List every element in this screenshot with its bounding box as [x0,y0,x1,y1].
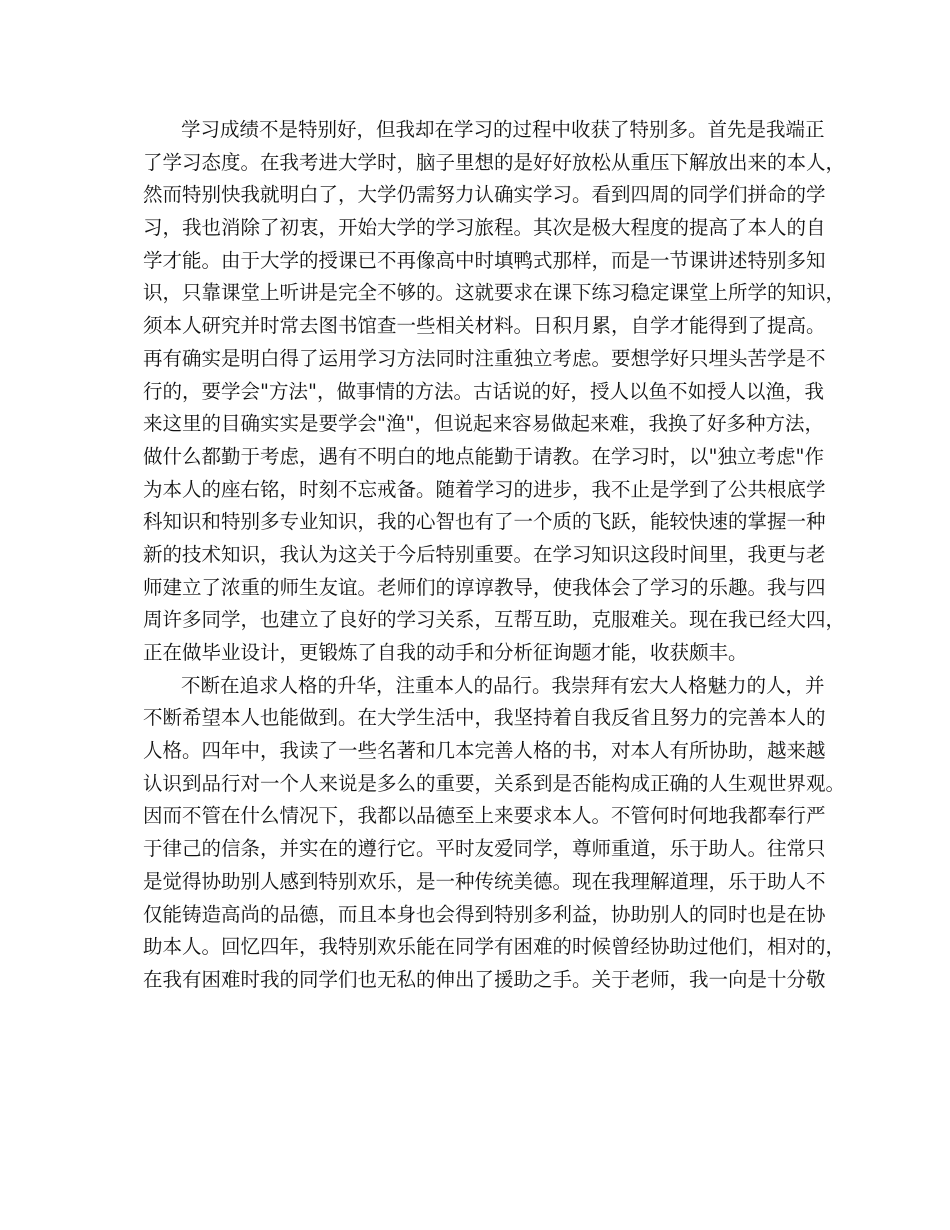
document-body [143,114,846,997]
paragraph-character [143,670,846,997]
text-line: 不断在追求人格的升华，注重本人的品行。我崇拜有宏大人格魅力的人，并 [181,673,825,697]
text-line: 是觉得协助别人感到特别欢乐，是一种传统美德。现在我理解道理，乐于助人不 [143,869,826,893]
text-line: 人格。四年中，我读了一些名著和几本完善人格的书，对本人有所协助，越来越 [143,739,826,763]
text-line: 须本人研究并时常去图书馆查一些相关材料。日积月累，自学才能得到了提高。 [143,314,826,338]
text-line: 来这里的目确实实是要学会"渔"，但说起来容易做起来难，我换了好多种方法， [143,412,824,436]
text-line: 识，只靠课堂上听讲是完全不够的。这就要求在课下练习稳定课堂上所学的知识， [143,281,846,305]
text-line: 仅能铸造高尚的品德，而且本身也会得到特别多利益，协助别人的同时也是在协 [143,902,826,926]
text-line: 学习成绩不是特别好，但我却在学习的过程中收获了特别多。首先是我端正 [181,118,825,141]
text-line: 正在做毕业设计，更锻炼了自我的动手和分析征询题才能，收获颇丰。 [143,641,748,664]
text-line: 因而不管在什么情况下，我都以品德至上来要求本人。不管何时何地我都奉行严 [143,804,826,828]
text-line: 在我有困难时我的同学们也无私的伸出了援助之手。关于老师，我一向是十分敬 [143,967,826,991]
text-line: 了学习态度。在我考进大学时，脑子里想的是好好放松从重压下解放出来的本人， [143,150,846,174]
text-line: 科知识和特别多专业知识，我的心智也有了一个质的飞跃，能较快速的掌握一种 [143,510,826,534]
text-line: 不断希望本人也能做到。在大学生活中，我坚持着自我反省且努力的完善本人的 [143,706,826,730]
text-line: 行的，要学会"方法"，做事情的方法。古话说的好，授人以鱼不如授人以渔，我 [143,379,824,403]
text-line: 师建立了浓重的师生友谊。老师们的谆谆教导，使我体会了学习的乐趣。我与四 [143,575,826,599]
text-line: 助本人。回忆四年，我特别欢乐能在同学有困难的时候曾经协助过他们，相对的， [143,935,846,959]
text-line: 认识到品行对一个人来说是多么的重要，关系到是否能构成正确的人生观世界观。 [143,771,846,795]
text-line: 于律己的信条，并实在的遵行它。平时友爱同学，尊师重道，乐于助人。往常只 [143,837,826,861]
text-line: 周许多同学，也建立了良好的学习关系，互帮互助，克服难关。现在我已经大四， [143,608,846,632]
text-line: 习，我也消除了初衷，开始大学的学习旅程。其次是极大程度的提高了本人的自 [143,216,826,240]
text-line: 学才能。由于大学的授课已不再像高中时填鸭式那样，而是一节课讲述特别多知 [143,248,826,272]
text-line: 做什么都勤于考虑，遇有不明白的地点能勤于请教。在学习时，以"独立考虑"作 [143,444,824,468]
paragraph-study [143,114,846,670]
text-line: 然而特别快我就明白了，大学仍需努力认确实学习。看到四周的同学们拼命的学 [143,183,826,207]
text-line: 再有确实是明白得了运用学习方法同时注重独立考虑。要想学好只埋头苦学是不 [143,346,826,370]
text-line: 为本人的座右铭，时刻不忘戒备。随着学习的进步，我不止是学到了公共根底学 [143,477,826,501]
text-line: 新的技术知识，我认为这关于今后特别重要。在学习知识这段时间里，我更与老 [143,542,826,566]
